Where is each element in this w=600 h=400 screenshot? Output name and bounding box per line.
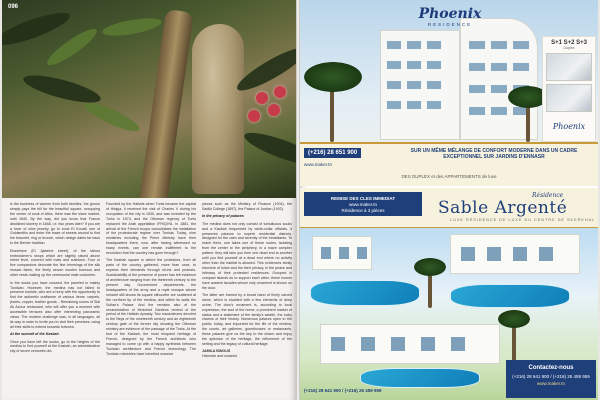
garden-sculpture-photo — [2, 0, 296, 198]
sable-argente-ad — [300, 188, 598, 400]
residence-label: Résidence — [532, 192, 564, 199]
section-subhead: In the privacy of palaces — [202, 214, 244, 219]
paragraph: Once you have left the souks, go to the heights of the medina to find yourself at the Kasbah, an administrative city of seven centuries old. — [10, 339, 100, 354]
pool — [360, 368, 480, 388]
phoenix-ad — [300, 0, 598, 186]
unit-types-sub: Duplex — [563, 46, 575, 50]
article-column-1 — [10, 202, 100, 398]
sable-footer-phone: (+216) 28 641 900 / (+216) 26 459 959 — [304, 388, 382, 393]
pool — [310, 280, 420, 306]
stone-sculpture — [192, 24, 244, 194]
left-page — [2, 0, 296, 400]
phoenix-brand: Phoenix — [418, 6, 482, 22]
paragraph: The latter are framed by a broad band of finely carved stone, which is studded with a few elements of deep ochre. The door's ornament is, according to local expression, the soul of the home, a prominent marker of status and a statement of the family's wealth, the lucky charms of their history. Numerous palaces open to the public, today, and important for the life of the medina, the courts, art galleries, guesthouses or restaurants, these palaces give us the key to the charm and enjoy the splendor of the heritage, the refinement of the setting and the legacy of cultural heritage. — [202, 292, 292, 346]
contact-box — [506, 360, 596, 398]
apartment-building — [380, 30, 460, 140]
paragraph: The Kasbah square is where the protestors, from all parts of the country gathered, more than once, to express their demands through sit-ins and protests. Sustainability of the presence of power has left evidence of architecture ranging from the thirteenth century to the present day. Government departments, the headquarters of the army and a royal mosque whose minaret still shows its square silhouette are scattered at the northern tip of the medina, and within its walls the Sultan's Palace. And the remains also of the ornamentation of Mmiched Gardens remind of the period of the Hafsids dynasty. Two mausoleums devoted to the Beys of the nineteenth century and an eighteenth century gate of the former city showing the Ottoman ministry are evidence of the passage of the Turks. At the foot of the Kasbah, the most eloquent heritage of French, designed by the French architects who managed to come up with a happy synthesis between Tunisian architecture and French technology. The Tunisian ministries have inherited massive — [106, 258, 196, 356]
villa — [312, 236, 372, 270]
remise-title: REMISE DES CLES IMMEDIAT — [330, 196, 396, 201]
article-text — [10, 202, 292, 398]
phoenix-website: www.maker.tn — [304, 162, 333, 167]
interior-thumb — [546, 53, 592, 81]
contact-web: www.maker.tn — [536, 381, 565, 386]
paragraph: Founded by the Hafsids when Tunis became the capital of Ifriqiya, it received the visit of Charles V during his occupation of the city in 1535, and was invested by the Turks in 1574, and the Ottoman regency of Tunis replaced the Arab appellation IFRIQIYA. In 1881, the arrival of the French troops consolidates the installation of the protectorate regime over Tunisia. Today, nine ministries including the Prime Ministry have their headquarters there, now, after having witnessed so many events, can one remain indifferent to the revolution that the country has gone through? — [106, 202, 196, 256]
sable-brand: Sable Argenté — [438, 198, 568, 218]
paragraph: is the business of women from both families; the groom simply pays the bill for the beautiful square, occupying the center of souk el Attra, there was the slave market, until 1840. By the way, did you know that France abolished slavery in 1848, i.e. two years later? If you are a lover of olive jewelry, go to souk El Kouafi, one of Goldsmiths and enter the maze of streets around to find the bracelet, ring or brooch, which design dates far back to the Berber tradition. — [10, 202, 100, 246]
villa — [450, 234, 580, 274]
phoenix-logo — [410, 6, 490, 36]
paragraph: Elsewhere (El Jjabeine street), of the tailors embroiderer's shops which are slightly raised above street level, covered with mats and cushions. Four or five companions decorate the fine trimmings of the silk mosaic fabric, the finely woven woolen burnous and other vests making up the ceremonial male costumes. — [10, 248, 100, 278]
pool — [450, 284, 570, 308]
unit-types: S+1 S+2 S+3 — [551, 40, 587, 46]
remise-web: www.maker.tn — [348, 202, 377, 207]
phoenix-bottom-line: DES DUPLEX et des APPARTEMENTS de luxe — [401, 174, 497, 179]
sable-header — [300, 188, 598, 228]
phoenix-small-logo: Phoenix — [552, 122, 586, 131]
author-role: Historian and urbanist — [202, 354, 237, 359]
sable-tagline: LUXE RÉSIDENCE DE LUXE DU CENTRE DE SKERKHAL — [450, 218, 596, 222]
phoenix-contact-band — [300, 142, 598, 186]
phoenix-brand-sub: RESIDENCE — [427, 22, 473, 27]
section-subhead: At the summit of the Kasbah — [10, 332, 59, 337]
contact-phone: (+216) 28 641 900 / (+216) 26 459 959 — [512, 374, 590, 379]
right-page — [300, 0, 598, 400]
remise-box — [304, 192, 422, 216]
article-column-3 — [202, 202, 292, 398]
author-name: JAMILA BINOUS — [202, 349, 231, 354]
paragraph: The medina does not only consist of tumultuous souks and a Kasbah frequented by white-collar officials, it preserves palaces to superb residential districts, designed for the calm and serenity of the inhabitants. To reach them, one takes one of these routes, isolating from the center to the periphery, in a maze complex pattern: they will take you from one dead end to another until you find yourself at a dead end where no activity other than the habitat is allowed. This evidences family structure of Islam and the their privacy, in the peace and intimacy of their protected residences. Grouped in compact islands as to support each other, these homes have austere facades whose only ornament is shown on the door. — [202, 221, 292, 290]
phoenix-phone: (+216) 28 651 900 — [304, 148, 361, 158]
unit-types-panel — [542, 36, 596, 142]
remise-detail: Résidence à 3 pièces — [341, 208, 385, 213]
page-number: 096 — [8, 4, 19, 10]
paragraph: pieces such as the Ministry of Finance (1904), the Sadiki College (1897), the Palace of Justice (1902). — [202, 202, 292, 211]
phoenix-tagline: SUR UN MÊME MÉLANGE DE CONFORT MODERNE DANS UN CADRE EXCEPTIONNEL SUR JARDINS D'ENNASR — [410, 148, 578, 160]
villa — [320, 324, 500, 364]
article-column-2 — [106, 202, 196, 398]
paragraph: In the souks you have crossed, the paneled is mainly Tunisian. However, the medina has not failed to preserve tourists, who are a hurry with the opportunity to find the authentic craftsmen of various items: carpets, jewels, copper, leather goods... Remaining rooms of Sidi Ali Azouz restaurant, who will offer you a moment with accessible terraces also offer interesting panoramic views. The modern challenge was, in all languages, all its way in order to invite you to visit their premises, using all their skills to extend towards fortunes. — [10, 280, 100, 329]
interior-thumb — [546, 84, 592, 112]
contact-title: Contactez-nous — [528, 365, 574, 371]
